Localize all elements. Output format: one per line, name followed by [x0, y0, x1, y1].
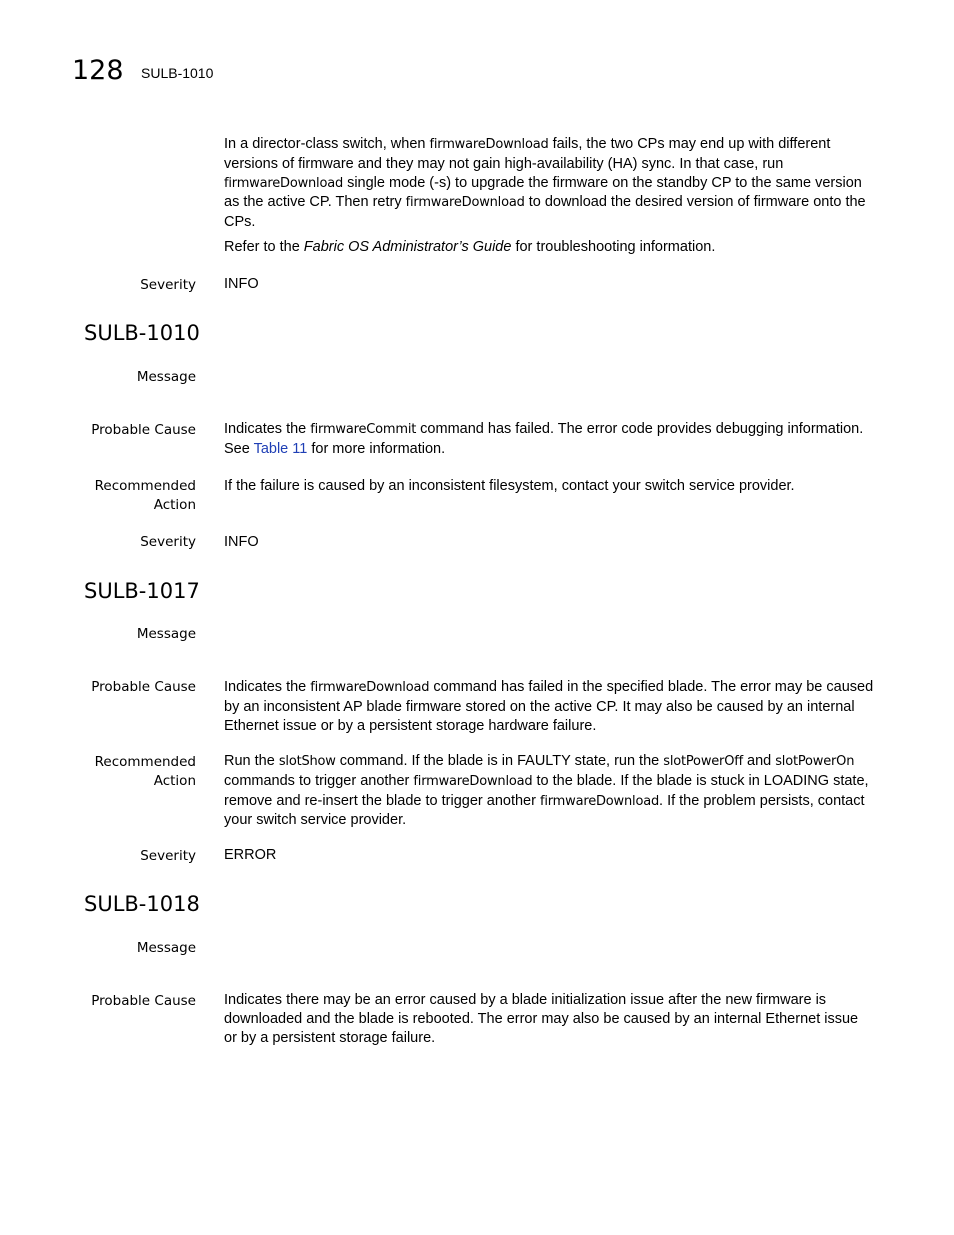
- text: In a director-class switch, when: [224, 136, 430, 152]
- text: Action: [153, 496, 196, 513]
- reference-paragraph: [224, 238, 874, 257]
- text: fails, the two CPs may end up with different versions of firmware and they may not gain high-availability (HA) sync. In that case, run: [224, 136, 831, 172]
- text: Recommended: [94, 754, 196, 770]
- text: command has failed in the specified blade. The error may be caused by an inconsistent AP blade firmware stored on the active CP. It may also be caused by an internal Ethernet issue or by a persistent storage hardware failure.: [224, 679, 874, 734]
- text: for troubleshooting information.: [511, 239, 716, 255]
- text: Indicates the: [224, 679, 311, 695]
- section-heading-sulb-1018: SULB-1018: [84, 892, 200, 916]
- command-name: slotPowerOff: [663, 754, 743, 769]
- intro-paragraph: [224, 135, 874, 232]
- command-name: firmwareDownload: [539, 793, 660, 809]
- probable-cause-label: Probable Cause: [91, 679, 196, 695]
- severity-label: Severity: [140, 277, 196, 293]
- text: commands to trigger another: [224, 772, 414, 789]
- section-heading-sulb-1017: SULB-1017: [84, 579, 200, 603]
- text: Recommended: [94, 478, 196, 494]
- probable-cause-label: Probable Cause: [91, 993, 196, 1009]
- message-label: Message: [136, 940, 196, 956]
- text: command. If the blade is in FAULTY state, run the: [335, 753, 664, 769]
- page-number: 128: [72, 55, 124, 86]
- message-label: Message: [136, 369, 196, 385]
- text: for more information.: [307, 440, 446, 457]
- text: . If the problem persists, contact your switch service provider.: [224, 792, 865, 829]
- text: Indicates the: [224, 421, 311, 437]
- text: to the blade. If the blade is stuck in LOADING state, remove and re-insert the blade to trigger another: [224, 772, 869, 809]
- command-name: slotShow: [278, 754, 336, 769]
- text: Refer to the: [224, 239, 304, 255]
- recommended-action-text: If the failure is caused by an inconsistent filesystem, contact your switch service provider.: [224, 478, 795, 494]
- text: single mode (-s) to upgrade the firmware on the standby CP to the same version as the active CP. Then retry: [224, 174, 862, 211]
- section-heading-sulb-1010: SULB-1010: [84, 321, 200, 345]
- probable-cause-label: Probable Cause: [91, 422, 196, 438]
- command-name: slotPowerOn: [775, 754, 855, 769]
- severity-label: Severity: [140, 848, 196, 864]
- command-name: firmwareDownload: [224, 175, 344, 191]
- table-11-link[interactable]: Table 11: [253, 440, 308, 457]
- command-name: firmwareCommit: [310, 422, 417, 437]
- probable-cause-text: Indicates there may be an error caused by a blade initialization issue after the new firmware is downloaded and the blade is rebooted. The error may also be caused by an internal Ethernet issue or by a persistent storage failure.: [224, 992, 859, 1046]
- severity-value: INFO: [224, 534, 259, 550]
- probable-cause-text: [224, 678, 874, 735]
- text: and: [742, 753, 776, 769]
- message-label: Message: [136, 626, 196, 642]
- text: to download the desired version of firmware onto the CPs.: [224, 194, 866, 231]
- recommended-action-text: [224, 752, 874, 830]
- guide-title: Fabric OS Administrator’s Guide: [303, 239, 512, 255]
- running-title: SULB-1010: [141, 65, 214, 81]
- text: Action: [153, 772, 196, 789]
- command-name: firmwareDownload: [310, 680, 430, 695]
- severity-value: ERROR: [224, 847, 277, 863]
- command-name: firmwareDownload: [405, 195, 525, 211]
- severity-label: Severity: [140, 534, 196, 550]
- probable-cause-text: [224, 420, 874, 459]
- text: command has failed. The error code provides debugging information. See: [224, 421, 864, 457]
- severity-value: INFO: [224, 276, 259, 292]
- recommended-action-label: [95, 477, 196, 515]
- text: Run the: [224, 753, 279, 769]
- command-name: firmwareDownload: [413, 773, 533, 789]
- recommended-action-label: [95, 753, 196, 791]
- command-name: firmwareDownload: [429, 137, 549, 152]
